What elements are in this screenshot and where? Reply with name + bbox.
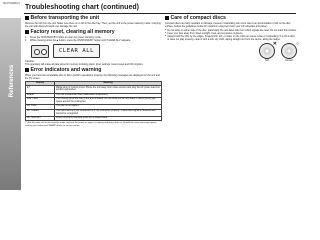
error-intro: When you found an unreadable disc or fail to perform operations properly, the following messages are displayed on the unit and the TV screen. [25, 74, 160, 80]
right-column [165, 15, 297, 64]
error-table [25, 81, 162, 121]
title-rule [24, 13, 296, 14]
table-row: ERROR The unit contains an iPod (malfunction is detected.) [26, 93, 162, 97]
list-item: 1 Press the ON/STAND-BY button to enter the power stand-by mode. [25, 36, 102, 39]
column-header-display: Display [26, 82, 55, 86]
table-row: FAN LOCK The cooling fan at the rear of the unit is locked. Do not block the fan and leave 3 (feets) (4cm) gap space around the cooling fan. [26, 97, 162, 104]
square-bullet-icon [25, 68, 29, 72]
side-tab-label: References [9, 64, 15, 98]
error-heading: Error indicators and warning [25, 67, 162, 73]
lcd-illustration [31, 44, 162, 58]
caution-title: Caution: [25, 60, 35, 63]
check-icon: ○ [295, 41, 299, 47]
model-number: SD-PX1000(C) [3, 2, 20, 5]
side-tab [0, 18, 21, 190]
unit-buttons-icon [31, 45, 49, 58]
factory-reset-heading: Factory reset, clearing all memory [25, 29, 162, 35]
transport-text: Remove the CD from the unit. Make sure there is no CD in the disc tray. Then, set the unit to the power stand-by mode. Carrying the unit with discs left inside can damage the unit. [25, 22, 161, 28]
disc-icon [281, 43, 297, 59]
column-header-meaning: Meaning [55, 82, 162, 86]
cross-icon: ✕ [272, 41, 277, 47]
wrong-handling [259, 43, 275, 62]
table-row: NO SUPPORT When copyright protected WMA file is played back. [26, 116, 162, 120]
page-title: Troubleshooting chart (continued) [25, 4, 139, 11]
disc-icon [259, 43, 275, 59]
cd-care-text: Compact discs are fairly resistant to damage; however mistracking can occur due to an accumulation of dirt on the disc surface. Follow the guidelines below for maximum enjoyment from your CD collection and player. [165, 22, 291, 28]
correct-handling [281, 43, 297, 62]
table-row: NO DISC The disc is not loaded. [26, 105, 162, 109]
error-footnote: (*) Set the main unit to the stand-by mode and turn the power on again, or unplug and plug it back in. Should the same message appear, contact your authorised SHARP dealer or service centre. [25, 122, 157, 127]
table-row: E7 Malfunction of control circuit. Phone the unit away from noise sources and plug the AC power lead into another wall socket. [27, 85, 160, 92]
caution-text: This operation will erase all data stored in memory including clock, timer settings, tuner preset and CD program. [25, 63, 144, 66]
cd-care-heading: Care of compact discs [165, 15, 297, 21]
square-bullet-icon [25, 30, 29, 34]
table-row: NO SIGNAL The input source is not connected or is not connected properly. Unspecified signal is received and cannot be recognized. [26, 109, 162, 116]
label-no: NO [265, 59, 269, 62]
left-column [25, 15, 162, 130]
square-bullet-icon [25, 16, 29, 20]
list-item: ● Always hold the CDs by the edges. Fingerprints, dirt, or water on the CDs can cause noise or mistracking. If a CD is dirty or does not play properly, clean it with a soft, dry cloth, wiping straight out from the centre, along the radius. [165, 35, 297, 41]
lcd-display: CLEAR ALL [53, 44, 100, 58]
cd-handling-figure [165, 43, 297, 62]
label-correct: Correct [285, 59, 293, 62]
list-item: ● Do not write on either side of the disc, particularly the non-label side from which signals are read. Do not mark this surface. [165, 29, 297, 32]
factory-reset-steps [25, 36, 162, 42]
square-bullet-icon [165, 16, 169, 20]
transport-heading: Before transporting the unit [25, 15, 162, 21]
list-item: 2 While pressing down the ■ button, press the ON/STAND-BY button until "CLEAR ALL" appears. [25, 39, 131, 42]
list-item: ● Keep your disc away from direct sunlight, heat, and excessive moisture. [165, 32, 297, 35]
cd-care-bullets [165, 29, 297, 41]
